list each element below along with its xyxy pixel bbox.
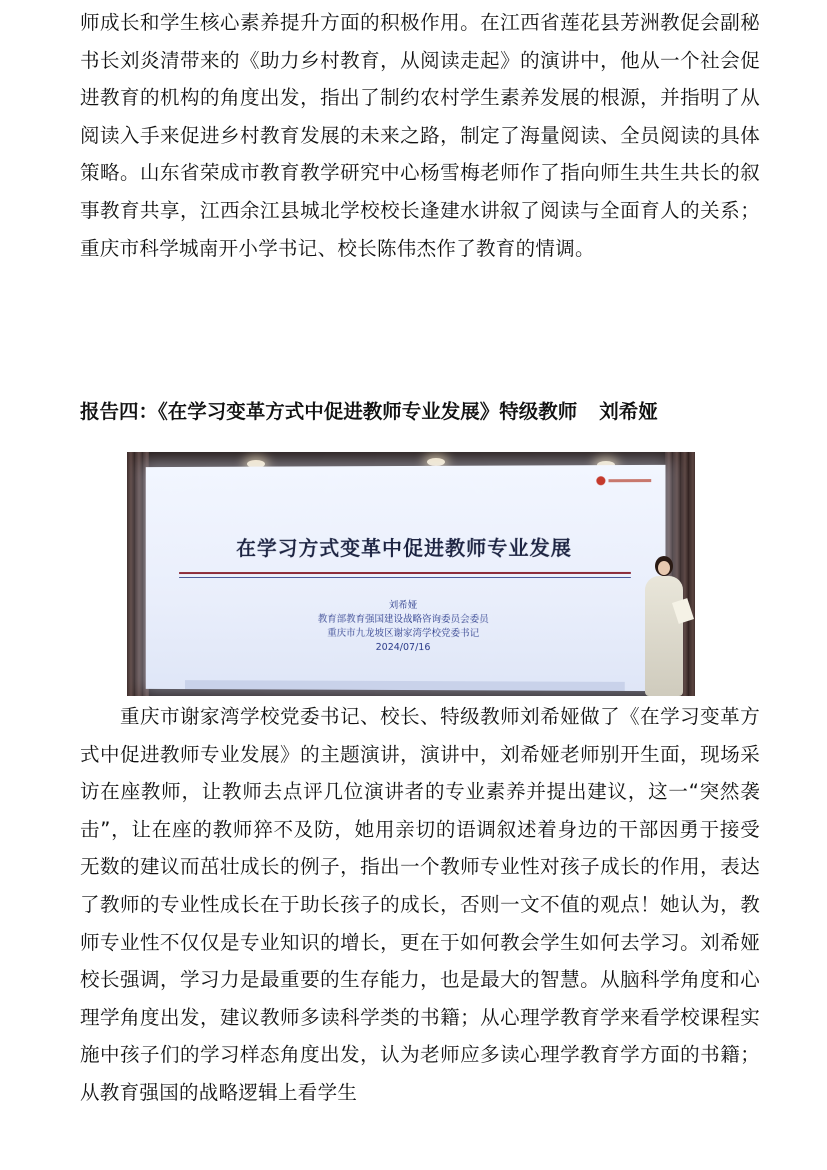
slide-speaker-role-2: 重庆市九龙坡区谢家湾学校党委书记 xyxy=(327,627,480,640)
school-logo-icon xyxy=(596,475,651,485)
report-title: 报告四：《在学习变革方式中促进教师专业发展》特级教师 xyxy=(80,400,578,423)
paragraph-2: 重庆市谢家湾学校党委书记、校长、特级教师刘希娅做了《在学习变革方式中促进教师专业发展》的主题演讲，演讲中，刘希娅老师别开生面，现场采访在座教师，让教师去点评几位演讲者的专业素养并提出建议，这一“突然袭击”，让在座的教师猝不及防，她用亲切的语调叙述着身边的干部因勇于接受无数的建议而茁壮成长的例子，指出一个教师专业性对孩子成长的作用，表达了教师的专业性成长在于助长孩子的成长，否则一文不值的观点！她认为，教师专业性不仅仅是专业知识的增长，更在于如何教会学生如何去学习。刘希娅校长强调，学习力是最重要的生存能力，也是最大的智慧。从脑科学角度和心理学角度出发，建议教师多读科学类的书籍；从心理学教育学来看学校课程实施中孩子们的学习样态角度出发，认为老师应多读心理学教育学方面的书籍；从教育强国的战略逻辑上看学生 xyxy=(80,705,760,1104)
slide-divider xyxy=(179,572,631,574)
slide-info xyxy=(146,599,666,656)
lecture-photo xyxy=(127,452,695,696)
report-heading xyxy=(80,394,760,430)
slide-speaker-role-1: 教育部教育强国建设战略咨询委员会委员 xyxy=(317,613,489,626)
slide-footer-band xyxy=(185,680,625,691)
projection-screen xyxy=(146,465,666,691)
speaker-figure xyxy=(639,556,695,696)
paragraph-1: 师成长和学生核心素养提升方面的积极作用。在江西省莲花县芳洲教促会副秘书长刘炎清带来的《助力乡村教育，从阅读走起》的演讲中，他从一个社会促进教育的机构的角度出发，指出了制约农村学生素养发展的根源，并指明了从阅读入手来促进乡村教育发展的未来之路，制定了海量阅读、全员阅读的具体策略。山东省荣成市教育教学研究中心杨雪梅老师作了指向师生共生共长的叙事教育共享，江西余江县城北学校校长逢建水讲叙了阅读与全面育人的关系；重庆市科学城南开小学书记、校长陈伟杰作了教育的情调。 xyxy=(80,11,760,260)
slide-title: 在学习方式变革中促进教师专业发展 xyxy=(236,535,572,561)
slide-date: 2024/07/16 xyxy=(375,641,431,654)
slide-speaker-name: 刘希娅 xyxy=(388,599,418,612)
slide-divider xyxy=(179,577,631,578)
report-speaker: 刘希娅 xyxy=(599,400,658,423)
ceiling-light xyxy=(427,458,445,466)
